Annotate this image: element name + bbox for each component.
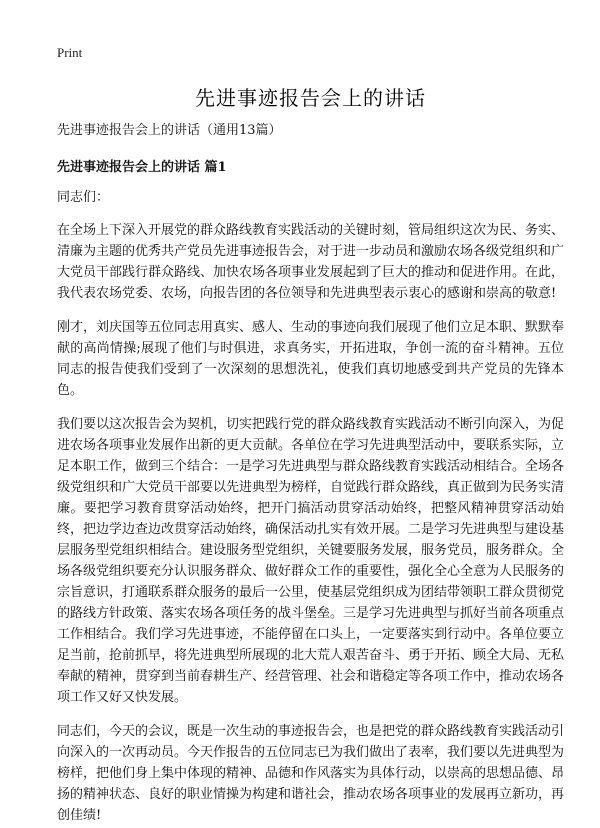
paragraph-4: 同志们，今天的会议，既是一次生动的事迹报告会，也是把党的群众路线教育实践活动引向深入的一次再动员。今天作报告的五位同志已为我们做出了表率，我们要以先进典型为榜样，把他们身上集中体现的精神、品德和作风落实为具体行动，以崇高的思想品德、昂扬的精神状态、良好的职业情操为构建和谐社会，推动农场各项事业的发展再立新功，再创佳绩! bbox=[57, 724, 565, 823]
document-title: 先进事迹报告会上的讲话 bbox=[195, 86, 426, 110]
paragraph-3: 我们要以这次报告会为契机，切实把践行党的群众路线教育实践活动不断引向深入，为促进农场各项事业发展作出新的更大贡献。各单位在学习先进典型活动中，要联系实际，立足本职工作，做到三个结合：一是学习先进典型与群众路线教育实践活动相结合。全场各级党组织和广大党员干部要以先进典型为榜样，自觉践行群众路线，真正做到为民务实清廉。要把学习教育贯穿活动始终，把开门搞活动贯穿活动始终，把整风精神贯穿活动始终，把边学边查边改贯穿活动始终，确保活动扎实有效开展。二是学习先进典型与建设基层服务型党组织相结合。建设服务型党组织，关键要服务发展，服务党员，服务群众。全场各级党组织要充分认识服务群众、做好群众工作的重要性，强化全心全意为人民服务的宗旨意识，打通联系群众服务的最后一公里，使基层党组织成为团结带领职工群众贯彻党的路线方针政策、落实农场各项任务的战斗堡垒。三是学习先进典型与抓好当前各项重点工作相结合。我们学习先进事迹，不能停留在口头上，一定要落实到行动中。各单位要立足当前，抢前抓早，将先进典型所展现的北大荒人艰苦奋斗、勇于开拓、顾全大局、无私奉献的精神，贯穿到当前春耕生产、经营管理、社会和谐稳定等各项工作中，推动农场各项工作又好又快发展。 bbox=[57, 417, 565, 705]
print-link[interactable]: Print bbox=[57, 45, 83, 60]
salutation: 同志们： bbox=[57, 190, 110, 205]
document-subtitle: 先进事迹报告会上的讲话（通用13篇） bbox=[57, 123, 282, 138]
paragraph-2: 刚才，刘庆国等五位同志用真实、感人、生动的事迹向我们展现了他们立足本职、默默奉献的高尚情操;展现了他们与时俱进，求真务实，开拓进取，争创一流的奋斗精神。五位同志的报告使我们受到了一次深刻的思想洗礼，使我们真切地感受到共产党员的先锋本色。 bbox=[57, 320, 565, 398]
paragraph-1: 在全场上下深入开展党的群众路线教育实践活动的关键时刻，管局组织这次为民、务实、清廉为主题的优秀共产党员先进事迹报告会，对于进一步动员和激励农场各级党组织和广大党员干部践行群众路线、加快农场各项事业发展起到了巨大的推动和促进作用。在此，我代表农场党委、农场，向报告团的各位领导和先进典型表示衷心的感谢和崇高的敬意! bbox=[57, 223, 565, 301]
section-heading: 先进事迹报告会上的讲话 篇1 bbox=[57, 160, 227, 175]
